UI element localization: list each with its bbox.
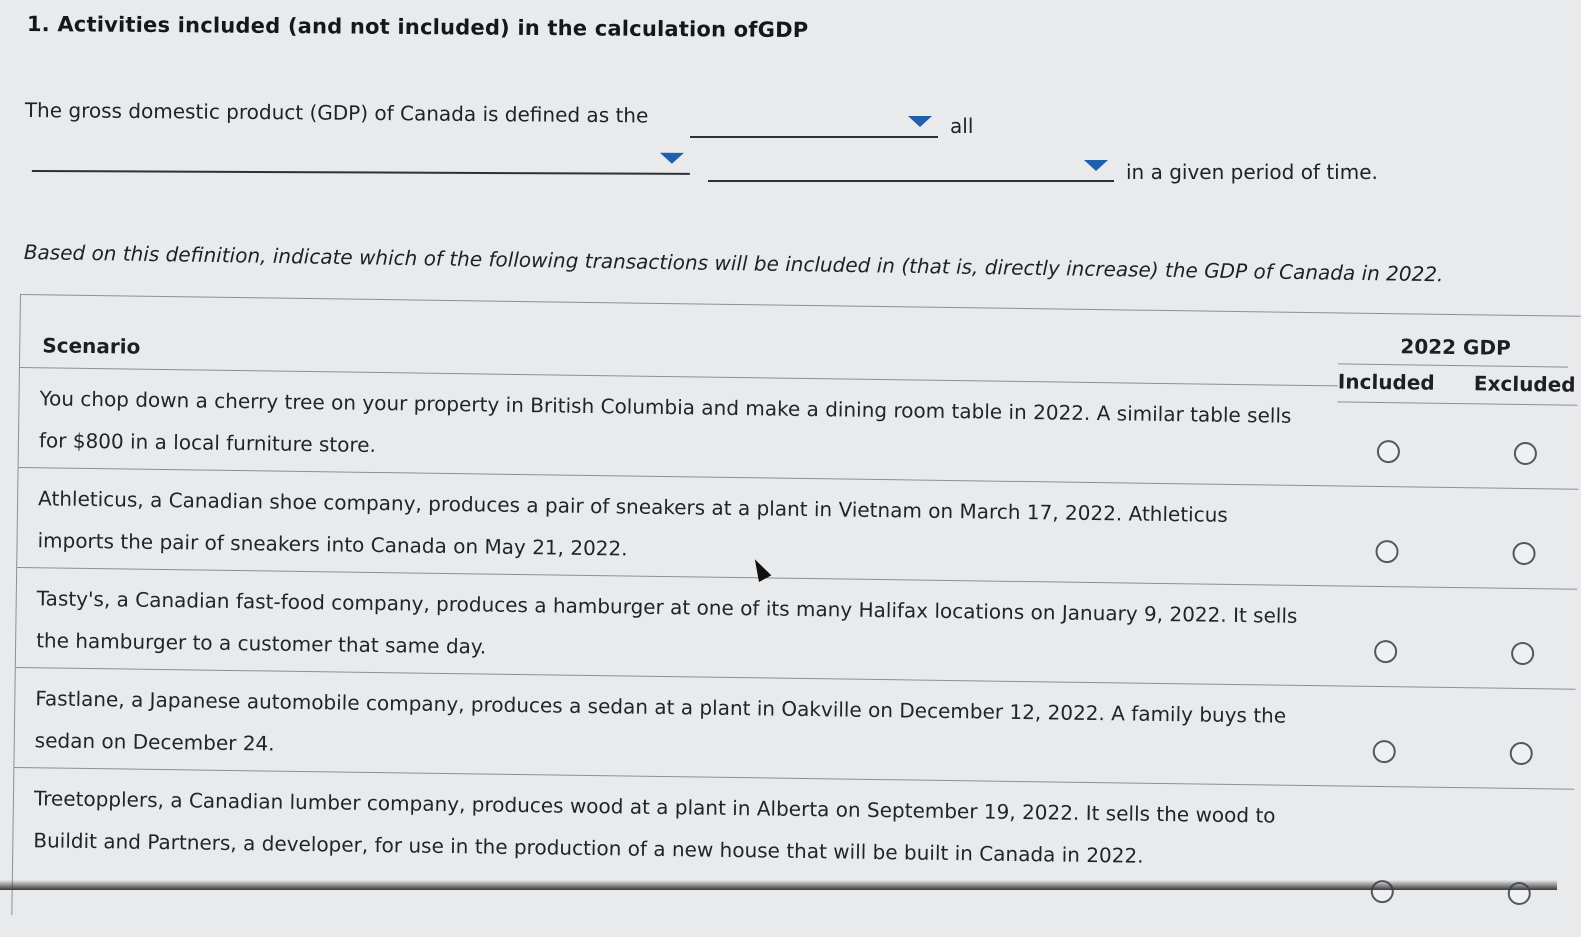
row-4-excluded-radio[interactable] [1510,742,1533,765]
scenario-column-header: Scenario [42,333,141,359]
table-row-2-scenario: Athleticus, a Canadian shoe company, produces a pair of sneakers at a plant in Vietnam on March 17, 2022. Athleticus imports the pair of sneakers into Canada on May 21, 2022. [37,486,1228,561]
table-row-1-scenario: You chop down a cherry tree on your property in British Columbia and make a dining room table in 2022. A similar table sells for $800 in a local furniture store. [38,386,1292,457]
gdp-definition-dropdown-3[interactable] [708,152,1114,182]
row-2-excluded-radio[interactable] [1512,542,1535,565]
screen-bottom-edge [0,880,1557,890]
gdp-definition-dropdown-2[interactable] [32,142,690,175]
row-4-included-radio[interactable] [1373,740,1396,763]
excluded-column-header: Excluded [1473,371,1576,397]
definition-text-start: The gross domestic product (GDP) of Canada is defined as the [24,98,649,128]
definition-text-all: all [950,114,974,138]
row-2-included-radio[interactable] [1375,540,1398,563]
instruction-text: Based on this definition, indicate which of the following transactions will be included in (that is, directly increase) the GDP of Canada in 2022. [23,240,1444,287]
row-3-included-radio[interactable] [1374,640,1397,663]
scenario-table [11,294,1581,937]
chevron-down-icon [660,153,684,164]
included-column-header: Included [1337,369,1435,395]
gdp-definition-dropdown-1[interactable] [690,108,938,138]
table-row-3-scenario: Tasty's, a Canadian fast-food company, produces a hamburger at one of its many Halifax locations on January 9, 2022. It sells the hamburger to a customer that same day. [35,586,1298,659]
gdp-2022-header: 2022 GDP [1400,334,1511,360]
chevron-down-icon [1084,160,1108,171]
table-row-4-scenario: Fastlane, a Japanese automobile company, produces a sedan at a plant in Oakville on December 12, 2022. A family buys the sedan on December 24. [34,686,1287,756]
chevron-down-icon [908,116,932,127]
definition-text-end: in a given period of time. [1126,160,1378,184]
header-rule [1338,401,1578,405]
table-row-5-scenario: Treetopplers, a Canadian lumber company, produces wood at a plant in Alberta on September 19, 2022. It sells the wood to Buildit and Partners, a developer, for use in the production of a new house that will be built in Canada in 2022. [33,786,1276,868]
row-1-included-radio[interactable] [1377,440,1400,463]
row-3-excluded-radio[interactable] [1511,642,1534,665]
row-1-excluded-radio[interactable] [1514,442,1537,465]
header-divider [1338,363,1568,367]
page-title: 1. Activities included (and not included) in the calculation ofGDP [26,12,809,43]
